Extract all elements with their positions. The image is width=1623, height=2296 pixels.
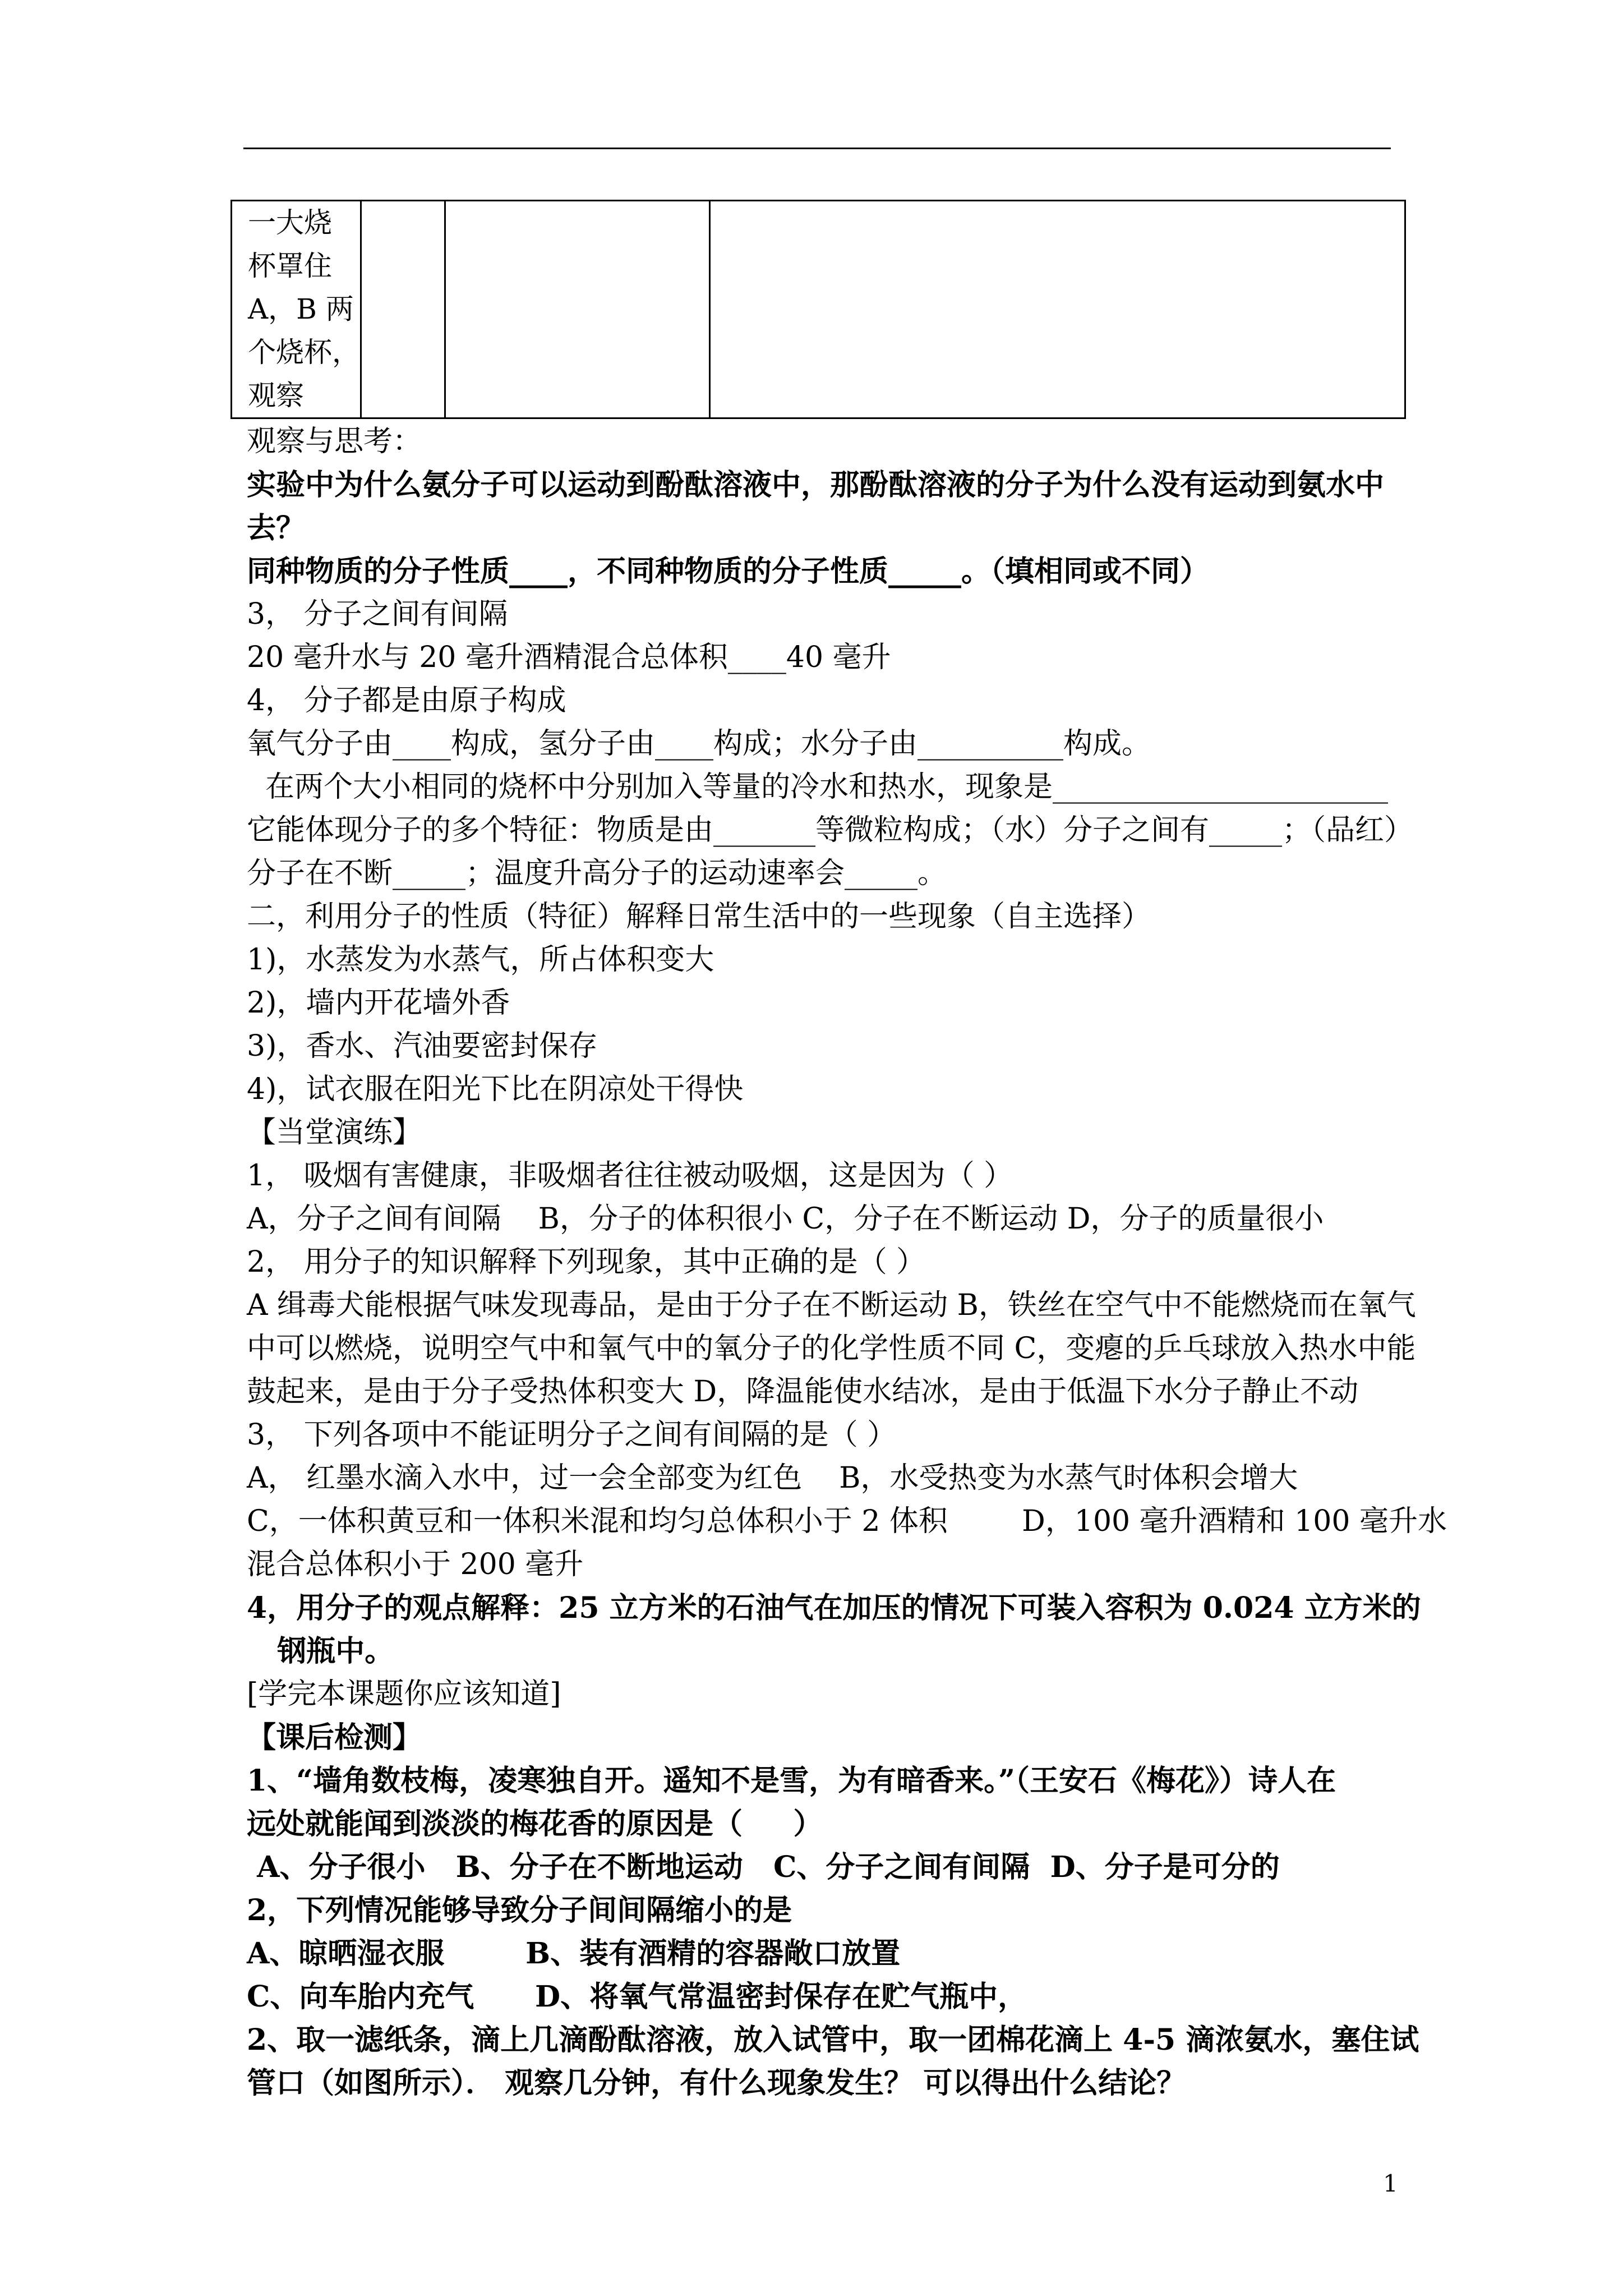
text-line: 观察与思考：	[247, 425, 422, 458]
text-line: 2)，墙内开花墙外香	[247, 986, 510, 1020]
cell-text-line: 一大烧	[248, 206, 332, 239]
text-line: 3)，香水、汽油要密封保存	[247, 1029, 598, 1063]
table-row	[232, 201, 1405, 418]
text-line: 中可以燃烧，说明空气中和氧气中的氧分子的化学性质不同 C，变瘪的乒乓球放入热水中能	[247, 1332, 1416, 1365]
text-line: [学完本课题你应该知道]	[247, 1677, 561, 1711]
document-body	[247, 420, 1447, 2105]
text-line: 2，下列情况能够导致分子间间隔缩小的是	[247, 1893, 792, 1927]
text-line: 它能体现分子的多个特征：物质是由_______等微粒构成；（水）分子之间有_____；（品红）	[247, 813, 1414, 847]
text-line: 混合总体积小于 200 毫升	[247, 1548, 584, 1581]
text-line: 3， 下列各项中不能证明分子之间有间隔的是（ ）	[247, 1418, 897, 1452]
text-line: 管口（如图所示）． 观察几分钟，有什么现象发生？ 可以得出什么结论？	[247, 2066, 1186, 2100]
text-line: 1， 吸烟有害健康，非吸烟者往往被动吸烟，这是因为（ ）	[247, 1159, 1013, 1193]
text-line: 远处就能闻到淡淡的梅花香的原因是（ ）	[247, 1807, 823, 1841]
text-line: 鼓起来，是由于分子受热体积变大 D，降温能使水结冰，是由于低温下水分子静止不动	[247, 1375, 1359, 1409]
text-line: 1、“墙角数枝梅，凌寒独自开。遥知不是雪，为有暗香来。”（王安石《梅花》）诗人在	[247, 1764, 1336, 1798]
cell-text-line: A，B 两	[248, 293, 354, 325]
table-cell-step	[232, 201, 361, 418]
text-line: 3， 分子之间有间隔	[247, 597, 508, 631]
text-line: A， 红墨水滴入水中，过一会全部变为红色 B，水受热变为水蒸气时体积会增大	[247, 1461, 1298, 1495]
text-line: A、晾晒湿衣服 B、装有酒精的容器敞口放置	[247, 1936, 901, 1971]
cell-text-line: 观察	[248, 379, 304, 412]
text-line: 2、取一滤纸条，滴上几滴酚酞溶液，放入试管中，取一团棉花滴上 4-5 滴浓氨水，塞住试	[247, 2023, 1419, 2057]
text-line: 【课后检测】	[247, 1720, 422, 1755]
text-line: 4)，试衣服在阳光下比在阴凉处干得快	[247, 1073, 744, 1106]
text-line: 20 毫升水与 20 毫升酒精混合总体积____40 毫升	[247, 641, 891, 674]
page-number: 1	[1383, 2170, 1398, 2197]
text-line: 4， 分子都是由原子构成	[247, 684, 566, 717]
text-line: A 缉毒犬能根据气味发现毒品，是由于分子在不断运动 B，铁丝在空气中不能燃烧而在氧气	[247, 1289, 1416, 1322]
text-line: 4，用分子的观点解释：25 立方米的石油气在加压的情况下可装入容积为 0.024 立方米的	[247, 1591, 1421, 1625]
header-rule	[243, 148, 1391, 149]
text-line: 在两个大小相同的烧杯中分别加入等量的冷水和热水，现象是_______________________	[247, 770, 1389, 804]
text-line: 实验中为什么氨分子可以运动到酚酞溶液中，那酚酞溶液的分子为什么没有运动到氨水中	[247, 468, 1385, 502]
text-line: A，分子之间有间隔 B，分子的体积很小 C，分子在不断运动 D，分子的质量很小	[247, 1202, 1324, 1236]
text-line: A、分子很小 B、分子在不断地运动 C、分子之间有间隔 D、分子是可分的	[247, 1850, 1280, 1884]
text-line: 1)，水蒸发为水蒸气，所占体积变大	[247, 943, 714, 977]
text-line: 二，利用分子的性质（特征）解释日常生活中的一些现象（自主选择）	[247, 900, 1151, 933]
text-line: 去？	[247, 511, 306, 545]
cell-text-line: 个烧杯，	[248, 336, 360, 369]
experiment-table	[230, 200, 1406, 419]
text-line: 氧气分子由____构成，氢分子由____构成；水分子由__________构成。	[247, 727, 1151, 761]
text-line: C、向车胎内充气 D、将氧气常温密封保存在贮气瓶中，	[247, 1980, 1027, 2014]
text-line: C，一体积黄豆和一体积米混和均匀总体积小于 2 体积 D，100 毫升酒精和 100 毫升水	[247, 1504, 1447, 1538]
text-line: 同种物质的分子性质____，不同种物质的分子性质_____。（填相同或不同）	[247, 554, 1210, 588]
table-cell-empty	[445, 201, 710, 418]
text-line: 分子在不断_____；温度升高分子的运动速率会_____。	[247, 857, 947, 890]
table-cell-empty	[361, 201, 445, 418]
table-cell-empty	[710, 201, 1405, 418]
text-line: 2， 用分子的知识解释下列现象，其中正确的是（ ）	[247, 1245, 926, 1279]
cell-text-line: 杯罩住	[248, 250, 332, 282]
text-line: 钢瓶中。	[247, 1634, 394, 1668]
text-line: 【当堂演练】	[247, 1116, 422, 1149]
